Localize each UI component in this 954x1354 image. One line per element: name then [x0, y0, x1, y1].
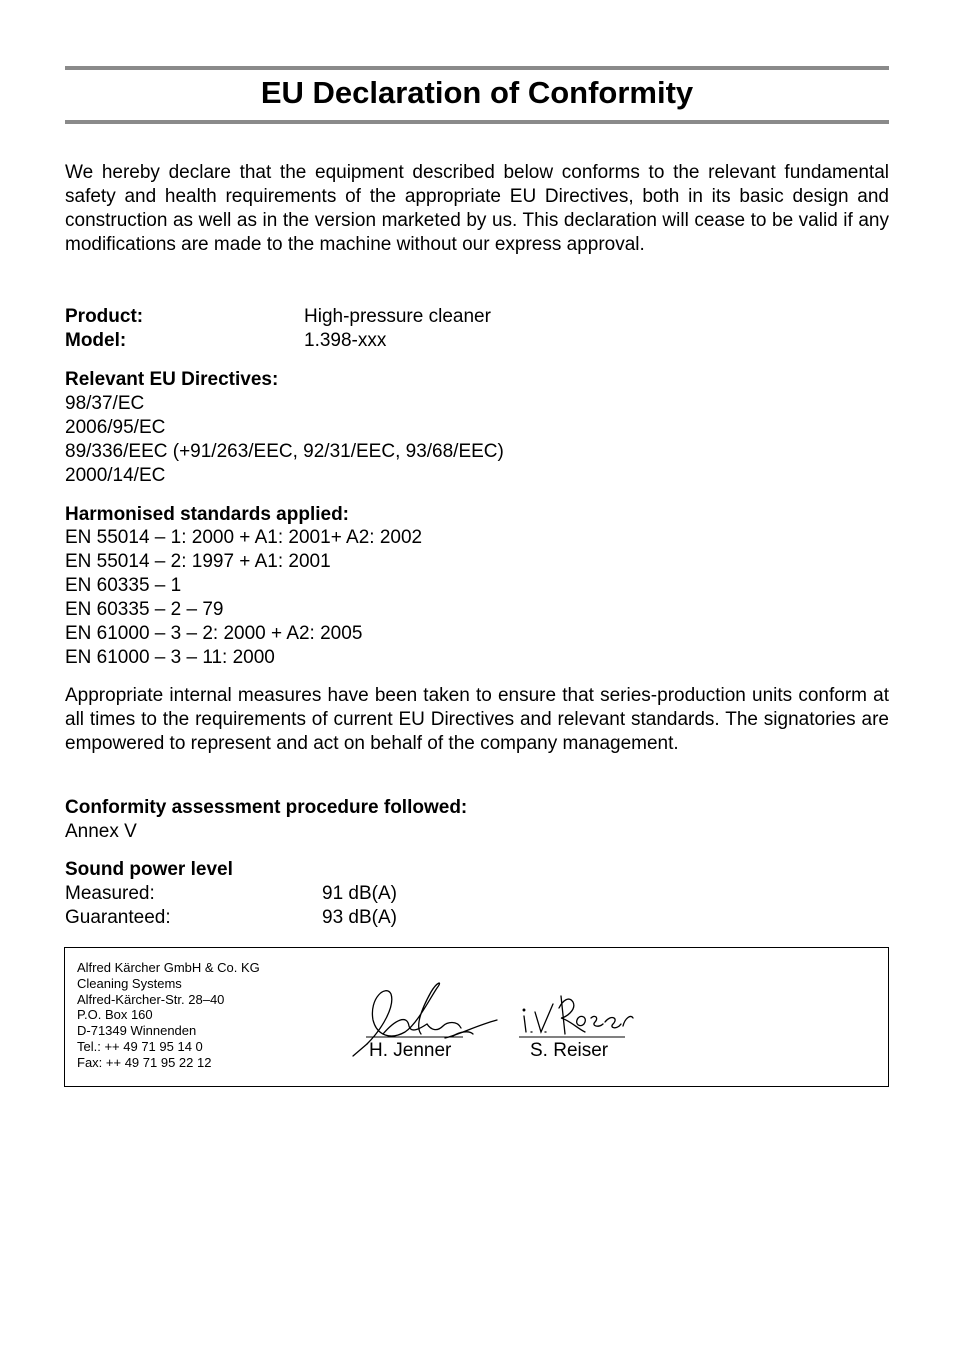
directive-item: 98/37/EC — [65, 393, 145, 414]
assessment-heading: Conformity assessment procedure followed: — [65, 797, 468, 818]
directive-item: 2000/14/EC — [65, 465, 166, 486]
address-line: P.O. Box 160 — [77, 1007, 153, 1023]
measured-value: 91 dB(A) — [322, 883, 397, 904]
standard-item: EN 61000 – 3 – 11: 2000 — [65, 647, 275, 668]
standard-item: EN 55014 – 2: 1997 + A1: 2001 — [65, 551, 331, 572]
guaranteed-value: 93 dB(A) — [322, 907, 397, 928]
address-line: D-71349 Winnenden — [77, 1023, 197, 1039]
page-title: EU Declaration of Conformity — [260, 75, 694, 110]
signatory-jenner: H. Jenner — [369, 1040, 452, 1061]
company-box — [64, 947, 889, 1087]
standard-item: EN 55014 – 1: 2000 + A1: 2001+ A2: 2002 — [65, 527, 423, 548]
address-line: Tel.: ++ 49 71 95 14 0 — [77, 1038, 203, 1054]
standard-item: EN 60335 – 2 – 79 — [65, 599, 224, 620]
signature-graphics — [65, 948, 888, 1086]
product-label: Product: — [65, 306, 144, 327]
measures-paragraph: Appropriate internal measures have been taken to ensure that series-production units conform at all times to the requirements of current EU Directives and relevant standards. The signatories are empowered to represent and act on behalf of the company management. — [65, 685, 889, 754]
address-line: Cleaning Systems — [77, 975, 182, 991]
sound-heading: Sound power level — [65, 859, 233, 880]
product-value: High-pressure cleaner — [304, 306, 491, 327]
standards-heading: Harmonised standards applied: — [65, 504, 350, 525]
intro-paragraph: We hereby declare that the equipment described below conforms to the relevant fundamental safety and health requirements of the appropriate EU Directives, both in its basic design and construction as well as in the version marketed by us. This declaration will cease to be valid if any modifications are made to the machine without our express approval. — [65, 162, 889, 255]
reiser-signature — [523, 996, 633, 1034]
top-rule — [65, 66, 889, 70]
signatory-reiser: S. Reiser — [530, 1040, 609, 1061]
guaranteed-label: Guaranteed: — [65, 907, 171, 928]
assessment-value: Annex V — [65, 821, 137, 842]
model-label: Model: — [65, 330, 127, 351]
directive-item: 89/336/EEC (+91/263/EEC, 92/31/EEC, 93/68/EEC) — [65, 441, 504, 462]
title-bottom-rule — [65, 120, 889, 124]
directive-item: 2006/95/EC — [65, 417, 166, 438]
standard-item: EN 60335 – 1 — [65, 575, 182, 596]
address-line: Alfred Kärcher GmbH & Co. KG — [77, 960, 260, 975]
address-line: Alfred-Kärcher-Str. 28–40 — [77, 991, 225, 1007]
directives-heading: Relevant EU Directives: — [65, 369, 279, 390]
standard-item: EN 61000 – 3 – 2: 2000 + A2: 2005 — [65, 623, 363, 644]
model-value: 1.398-xxx — [304, 330, 387, 351]
measured-label: Measured: — [65, 883, 155, 904]
address-line: Fax: ++ 49 71 95 22 12 — [77, 1054, 212, 1070]
